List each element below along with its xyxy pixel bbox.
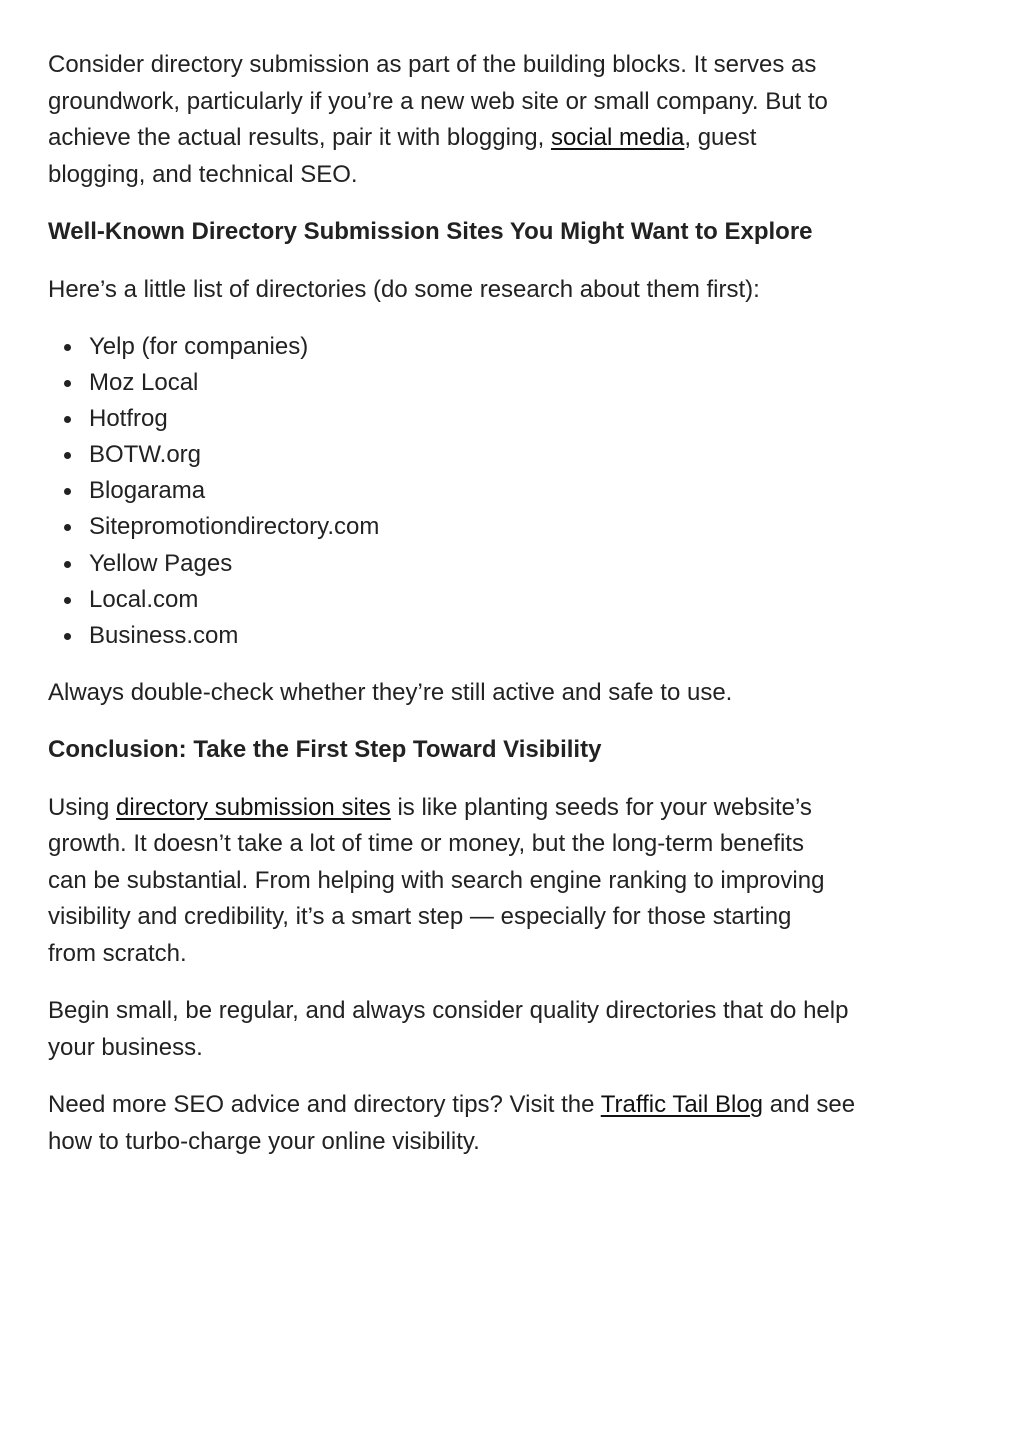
text-line: Begin small, be regular, and always consider quality directories that do help <box>48 997 849 1025</box>
text: achieve the actual results, pair it with blogging, <box>48 124 551 151</box>
advice-paragraph <box>48 993 1024 1066</box>
traffic-tail-blog-link[interactable]: Traffic Tail Blog <box>600 1091 764 1119</box>
text: and see <box>763 1091 856 1119</box>
text-line: growth. It doesn’t take a lot of time or money, but the long-term benefits <box>48 830 804 858</box>
list-item: Yelp (for companies) <box>89 329 1024 365</box>
text-line: can be substantial. From helping with search engine ranking to improving <box>48 866 825 894</box>
list-intro <box>48 272 1024 309</box>
text-line: Always double-check whether they’re still active and safe to use. <box>48 678 733 706</box>
text-line: groundwork, particularly if you’re a new web site or small company. But to <box>48 87 828 115</box>
text-line: Consider directory submission as part of the building blocks. It serves as <box>48 51 817 78</box>
text-line: your business. <box>48 1033 203 1061</box>
list-item: Hotfrog <box>89 401 1024 437</box>
text-line: Here’s a little list of directories (do some research about them first): <box>48 275 760 303</box>
text-line: how to turbo-charge your online visibility. <box>48 1127 480 1155</box>
text-line <box>48 1087 1024 1124</box>
text-line: from scratch. <box>48 939 187 967</box>
text-line: visibility and credibility, it’s a smart step — especially for those starting <box>48 903 792 931</box>
list-item: Local.com <box>89 582 1024 618</box>
section-heading-conclusion: Conclusion: Take the First Step Toward Visibility <box>48 736 602 764</box>
intro-paragraph <box>48 47 1024 193</box>
conclusion-paragraph <box>48 790 1024 973</box>
social-media-link[interactable]: social media <box>550 124 685 151</box>
list-item: Yellow Pages <box>89 546 1024 582</box>
list-item: BOTW.org <box>89 437 1024 473</box>
text-line <box>48 790 1024 827</box>
text: Need more SEO advice and directory tips? Visit the <box>48 1091 601 1119</box>
caution-paragraph <box>48 675 1024 712</box>
list-item: Sitepromotiondirectory.com <box>89 509 1024 545</box>
text-line: blogging, and technical SEO. <box>48 160 358 188</box>
section-heading-directories: Well-Known Directory Submission Sites You Might Want to Explore <box>48 218 813 245</box>
directory-submission-sites-link[interactable]: directory submission sites <box>116 793 391 821</box>
list-item: Moz Local <box>89 365 1024 401</box>
list-item: Blogarama <box>89 473 1024 509</box>
directory-list <box>48 329 1024 654</box>
text-line <box>48 120 1024 157</box>
text: Using <box>48 793 117 821</box>
text: is like planting seeds for your website’s <box>390 793 812 821</box>
cta-paragraph <box>48 1087 1024 1160</box>
list-item: Business.com <box>89 618 1024 654</box>
text: , guest <box>684 124 757 151</box>
